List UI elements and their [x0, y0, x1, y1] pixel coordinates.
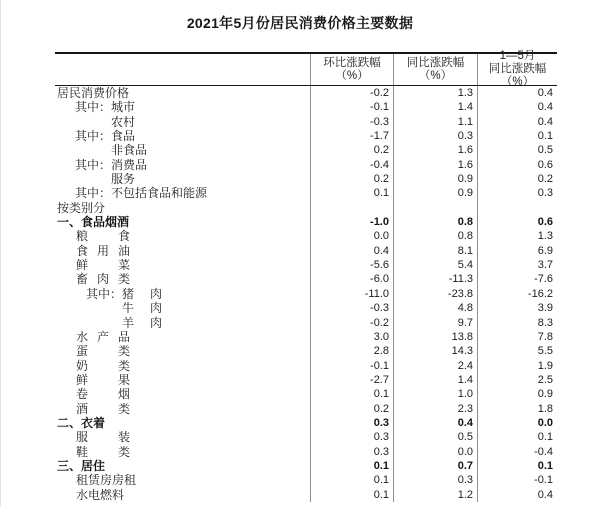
row-label: 水 产 品: [76, 329, 130, 344]
value-cell: 0.8: [393, 229, 477, 243]
table-header-row: [55, 50, 557, 88]
value-cell: 0.1: [310, 186, 393, 200]
value-cell: 0.9: [393, 172, 477, 186]
column-header-yoy: [393, 54, 477, 85]
column-header-line2: （%）: [335, 69, 369, 82]
value-cell: 0.5: [477, 143, 557, 157]
value-cell: 0.0: [310, 229, 393, 243]
value-cell: 0.4: [477, 115, 557, 129]
table-row: [55, 86, 557, 100]
header-label-spacer: [55, 54, 310, 85]
value-cell: 0.1: [310, 473, 393, 487]
value-cell: -6.0: [310, 272, 393, 286]
table-row: [55, 416, 557, 430]
value-cell: 5.5: [477, 344, 557, 358]
row-label: 非食品: [111, 143, 148, 158]
column-header-mom: [310, 54, 393, 85]
table-row: [55, 402, 557, 416]
row-label: 牛 肉: [122, 301, 163, 316]
value-cell: 0.2: [310, 143, 393, 157]
value-cell: -16.2: [477, 287, 557, 301]
value-cell: -0.4: [310, 158, 393, 172]
value-cell: 0.2: [310, 172, 393, 186]
value-cell: 0.9: [393, 186, 477, 200]
value-cell: -5.6: [310, 258, 393, 272]
table-row: [55, 459, 557, 473]
value-cell: -0.4: [477, 445, 557, 459]
value-cell: [393, 201, 477, 215]
column-header-line1: 同比涨跌幅: [406, 56, 465, 69]
value-cell: -0.3: [310, 115, 393, 129]
row-label: 酒 类: [76, 401, 130, 416]
value-cell: 0.4: [393, 416, 477, 430]
row-label: 水电燃料: [76, 487, 125, 502]
row-label: 其中： 猪 肉: [86, 286, 163, 301]
value-cell: 0.8: [393, 215, 477, 229]
value-cell: -1.7: [310, 129, 393, 143]
table-row: [55, 215, 557, 229]
value-cell: 0.2: [477, 172, 557, 186]
value-cell: 0.0: [393, 445, 477, 459]
value-cell: 1.4: [393, 373, 477, 387]
value-cell: 0.0: [477, 416, 557, 430]
table-row: [55, 244, 557, 258]
table-row: [55, 272, 557, 286]
value-cell: 0.7: [393, 459, 477, 473]
value-cell: 1.0: [393, 387, 477, 401]
value-cell: 0.4: [477, 100, 557, 114]
table-row: [55, 258, 557, 272]
column-header-line1: 1—5月: [499, 50, 536, 62]
value-cell: 14.3: [393, 344, 477, 358]
value-cell: -7.6: [477, 272, 557, 286]
column-header-line2: 同比涨跌幅（%）: [488, 63, 547, 88]
row-label-prefix: 其中：: [75, 100, 112, 115]
row-label: 服 装: [76, 430, 130, 445]
value-cell: -11.3: [393, 272, 477, 286]
row-label: 其中：食品: [75, 129, 136, 144]
table-row: [55, 158, 557, 172]
table-row: [55, 330, 557, 344]
table-row: [55, 201, 557, 215]
row-label: 其中：城市: [75, 100, 136, 115]
value-cell: 0.3: [310, 430, 393, 444]
row-label: 其中：消费品: [75, 157, 148, 172]
row-label-prefix: 其中：: [75, 157, 112, 172]
row-label: 羊 肉: [122, 315, 163, 330]
table-row: [55, 445, 557, 459]
value-cell: 0.4: [477, 86, 557, 100]
value-cell: -0.1: [310, 100, 393, 114]
row-label: 居民消费价格: [57, 86, 130, 100]
row-label-prefix: 其中：: [86, 286, 123, 301]
value-cell: -2.7: [310, 373, 393, 387]
value-cell: -0.2: [310, 86, 393, 100]
row-label: 其中：不包括食品和能源: [75, 186, 208, 201]
row-label: 鲜 果: [76, 372, 130, 387]
value-cell: 13.8: [393, 330, 477, 344]
row-label: 按类别分: [57, 200, 106, 215]
row-label: 食 用 油: [76, 243, 130, 258]
value-cell: 0.2: [310, 402, 393, 416]
value-cell: 0.5: [393, 430, 477, 444]
value-cell: -0.2: [310, 316, 393, 330]
value-cell: 0.1: [477, 430, 557, 444]
row-label: 租赁房房租: [76, 473, 137, 488]
row-label: 卷 烟: [76, 387, 130, 402]
value-cell: -11.0: [310, 287, 393, 301]
value-cell: 1.1: [393, 115, 477, 129]
value-cell: 1.6: [393, 143, 477, 157]
row-label: 农村: [111, 114, 136, 129]
page-title: 2021年5月份居民消费价格主要数据: [186, 15, 414, 31]
value-cell: 2.3: [393, 402, 477, 416]
value-cell: 1.6: [393, 158, 477, 172]
row-label: 粮 食: [76, 229, 130, 244]
cpi-data-table: [55, 52, 557, 502]
value-cell: 3.7: [477, 258, 557, 272]
value-cell: -23.8: [393, 287, 477, 301]
value-cell: 0.3: [310, 416, 393, 430]
value-cell: 0.4: [477, 488, 557, 502]
value-cell: 1.4: [393, 100, 477, 114]
table-row: [55, 115, 557, 129]
row-label: 鞋 类: [76, 444, 130, 459]
table-row: [55, 373, 557, 387]
table-row: [55, 100, 557, 114]
value-cell: 0.1: [310, 387, 393, 401]
row-label: 奶 类: [76, 358, 130, 373]
table-row: [55, 287, 557, 301]
value-cell: 1.8: [477, 402, 557, 416]
value-cell: -0.1: [477, 473, 557, 487]
value-cell: 4.8: [393, 301, 477, 315]
value-cell: 3.0: [310, 330, 393, 344]
value-cell: 1.9: [477, 359, 557, 373]
value-cell: 0.3: [393, 129, 477, 143]
value-cell: 0.1: [310, 459, 393, 473]
row-label-prefix: 其中：: [75, 129, 112, 144]
value-cell: -0.1: [310, 359, 393, 373]
value-cell: [477, 201, 557, 215]
table-row: [55, 129, 557, 143]
table-row: [55, 301, 557, 315]
table-row: [55, 172, 557, 186]
value-cell: [310, 201, 393, 215]
value-cell: 1.3: [477, 229, 557, 243]
value-cell: -0.3: [310, 301, 393, 315]
value-cell: 7.8: [477, 330, 557, 344]
table-row: [55, 473, 557, 487]
value-cell: 8.1: [393, 244, 477, 258]
value-cell: 0.1: [310, 488, 393, 502]
column-header-line1: 环比涨跌幅: [323, 56, 381, 69]
value-cell: 1.2: [393, 488, 477, 502]
value-cell: 0.1: [477, 129, 557, 143]
page-left-edge: [0, 0, 1, 507]
row-label: 蛋 类: [76, 344, 130, 359]
column-header-line2: （%）: [418, 69, 453, 82]
value-cell: 3.9: [477, 301, 557, 315]
value-cell: 9.7: [393, 316, 477, 330]
value-cell: 5.4: [393, 258, 477, 272]
table-row: [55, 488, 557, 502]
value-cell: 0.6: [477, 158, 557, 172]
value-cell: -1.0: [310, 215, 393, 229]
column-header-jan-may-yoy: [477, 50, 557, 88]
table-body: [55, 86, 557, 502]
table-row: [55, 229, 557, 243]
value-cell: 0.3: [477, 186, 557, 200]
row-label: 服务: [111, 172, 136, 187]
table-row: [55, 186, 557, 200]
table-row: [55, 316, 557, 330]
value-cell: 0.6: [477, 215, 557, 229]
row-label: 畜 肉 类: [76, 272, 130, 287]
value-cell: 2.5: [477, 373, 557, 387]
table-row: [55, 359, 557, 373]
row-label-prefix: 其中：: [75, 186, 112, 201]
table-row: [55, 344, 557, 358]
value-cell: 0.4: [310, 244, 393, 258]
row-label: 鲜 菜: [76, 258, 130, 273]
value-cell: 0.9: [477, 387, 557, 401]
value-cell: 1.3: [393, 86, 477, 100]
table-row: [55, 143, 557, 157]
value-cell: 2.4: [393, 359, 477, 373]
value-cell: 2.8: [310, 344, 393, 358]
row-label: 一、食品烟酒: [57, 215, 130, 230]
value-cell: 0.3: [393, 473, 477, 487]
row-label: 二、衣着: [57, 415, 106, 430]
value-cell: 0.1: [477, 459, 557, 473]
table-row: [55, 430, 557, 444]
value-cell: 8.3: [477, 316, 557, 330]
row-label: 三、居住: [57, 458, 106, 473]
table-row: [55, 387, 557, 401]
value-cell: 6.9: [477, 244, 557, 258]
value-cell: 0.3: [310, 445, 393, 459]
